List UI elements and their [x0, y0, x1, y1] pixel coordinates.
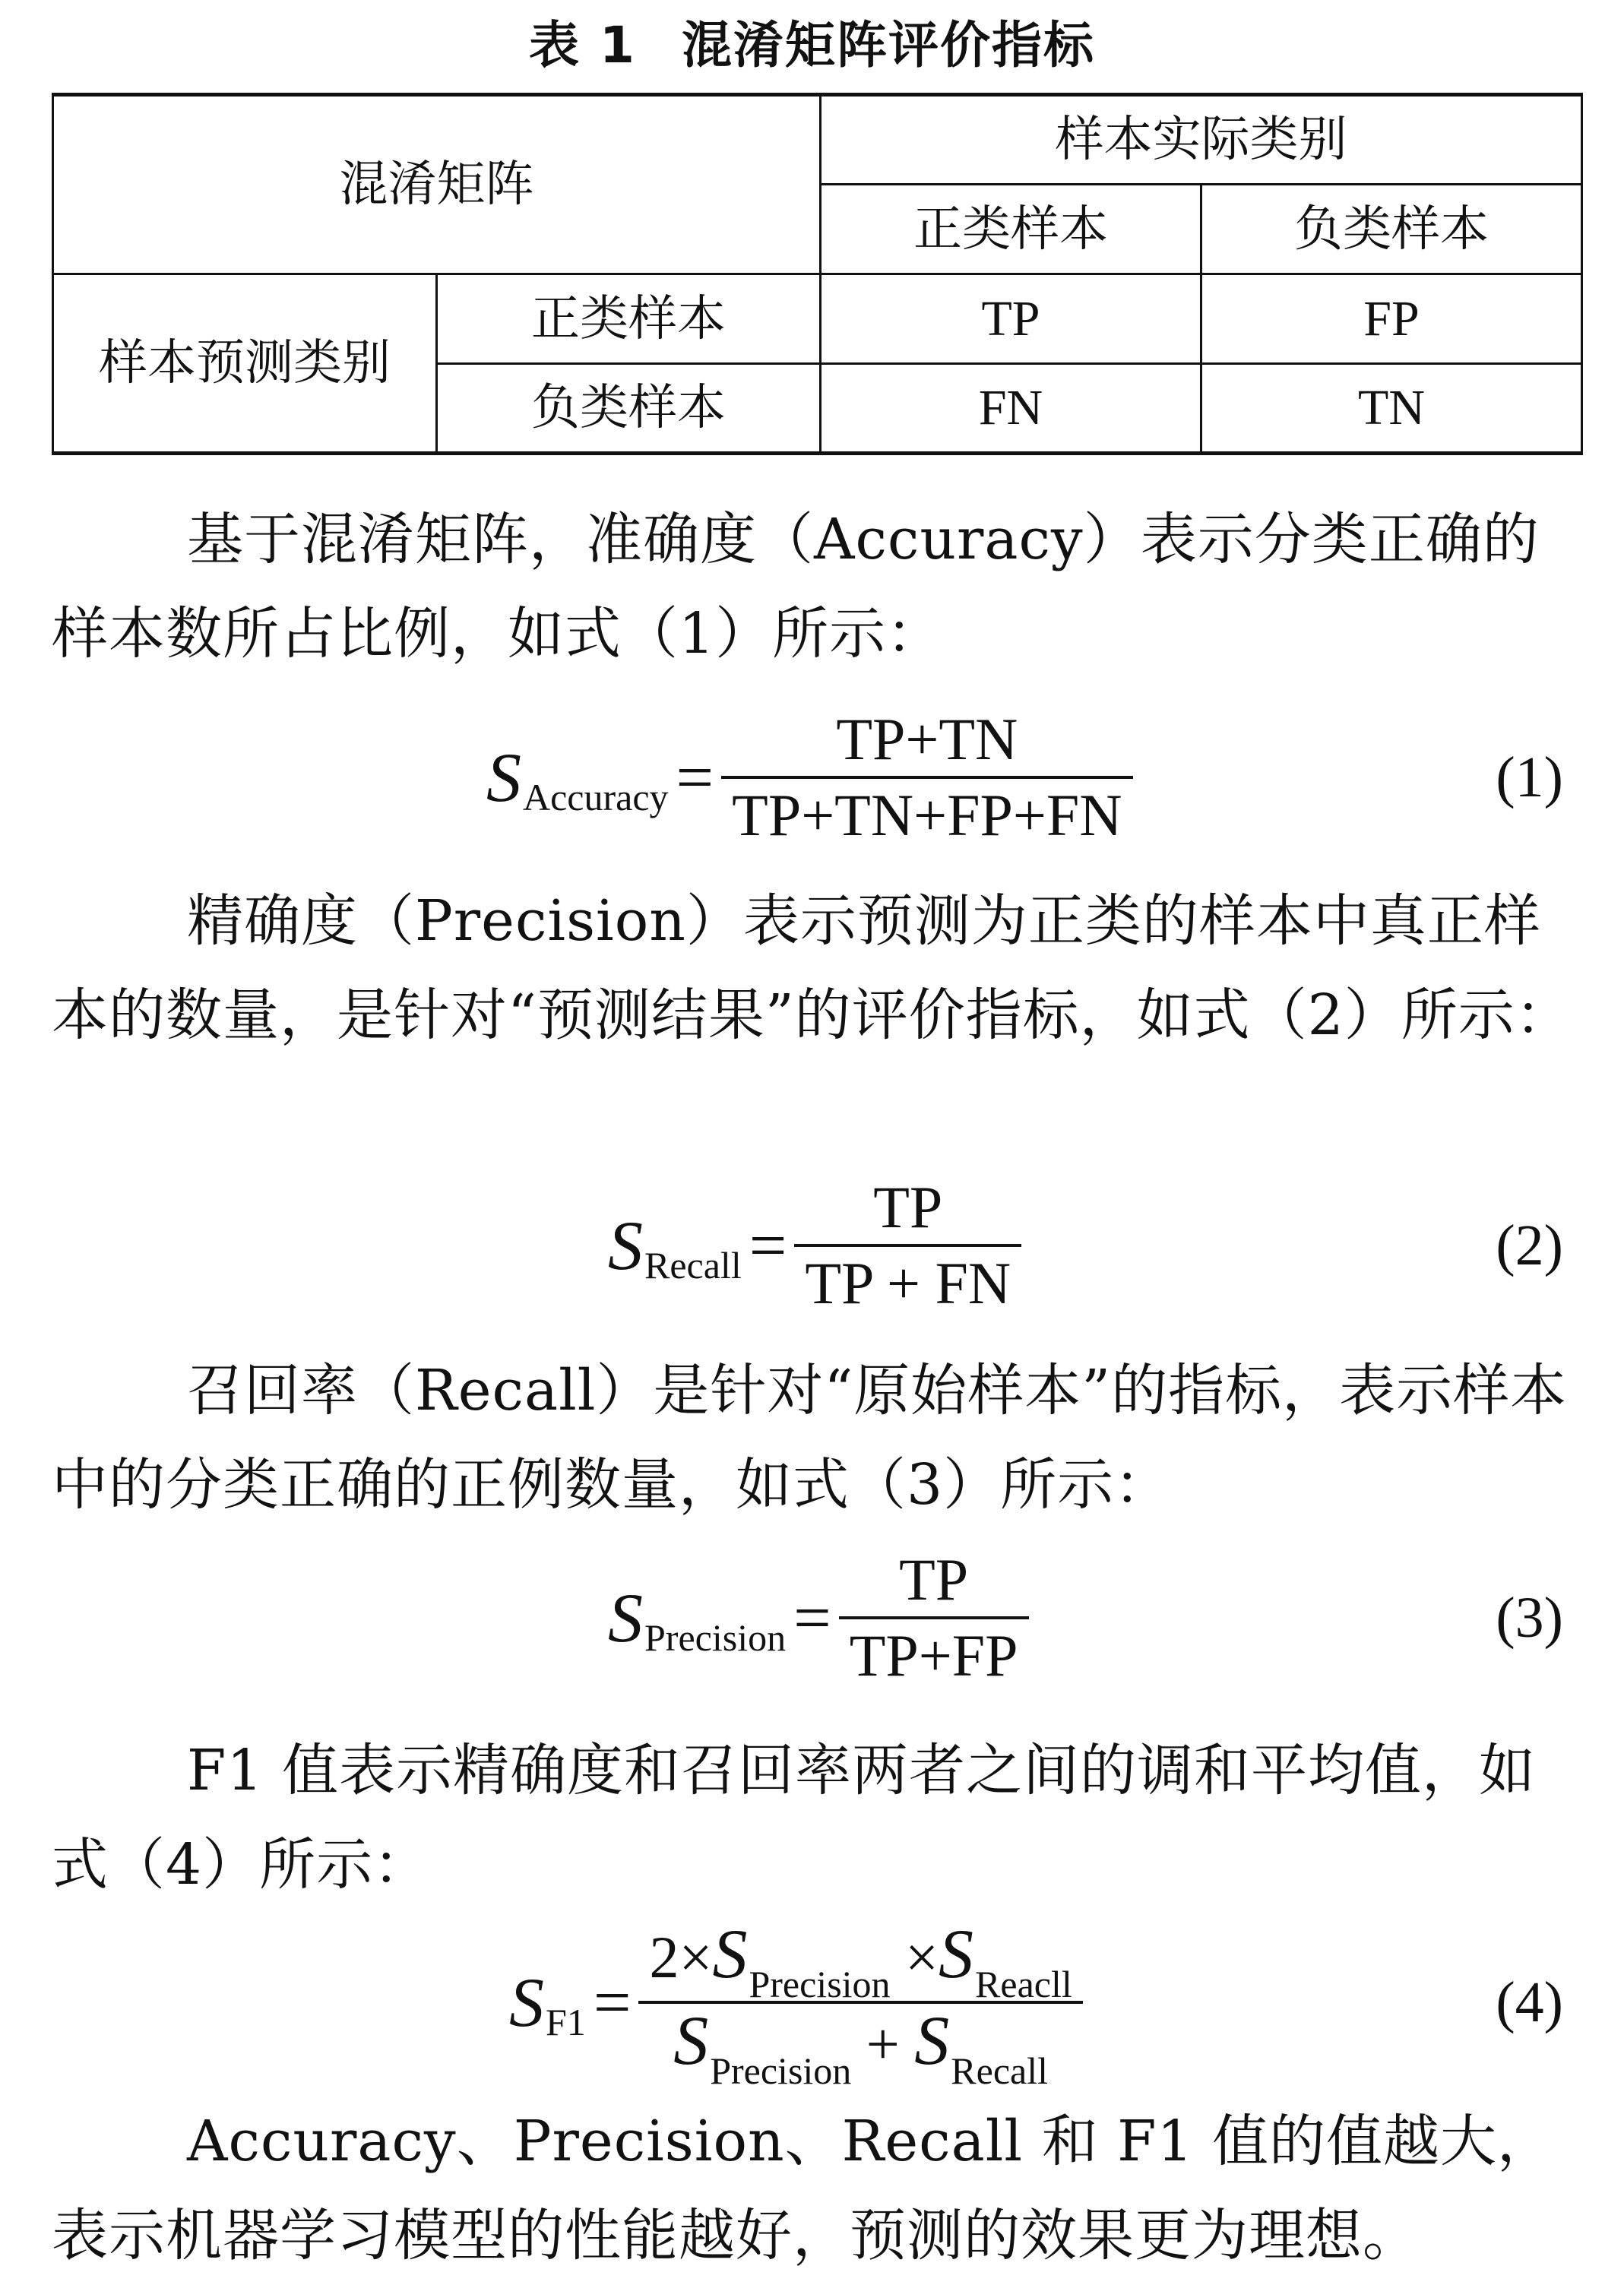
cell-tn: TN	[1201, 364, 1582, 454]
eq2-equals: =	[749, 1208, 787, 1283]
eq4-den-s1-sub: Precision	[710, 2049, 852, 2092]
eq1-equals: =	[676, 740, 714, 815]
actual-positive-header: 正类样本	[821, 185, 1201, 274]
eq4-num-s2-sub: Reacll	[975, 1963, 1072, 2005]
eq2-number: (2)	[1496, 1213, 1563, 1277]
cell-fn: FN	[821, 364, 1201, 454]
eq1-subscript: Accuracy	[523, 776, 669, 818]
confusion-matrix-table	[52, 93, 1583, 455]
predicted-class-header: 样本预测类别	[53, 274, 437, 454]
eq4-num-s1-sub: Precision	[749, 1963, 891, 2005]
eq3-symbol: S	[608, 1579, 643, 1657]
eq4-plus: +	[866, 2011, 900, 2077]
corner-label: 混淆矩阵	[53, 95, 821, 274]
eq4-numerator	[638, 1915, 1082, 2005]
eq1-denominator: TP+TN+FP+FN	[732, 782, 1122, 848]
predicted-negative-header: 负类样本	[437, 364, 821, 454]
eq3-denominator: TP+FP	[849, 1622, 1018, 1688]
eq3-fraction	[839, 1543, 1029, 1692]
eq2-numerator: TP	[873, 1174, 943, 1240]
paragraph-conclusion: Accuracy、Precision、Recall 和 F1 值的值越大，表示机器学习模型的性能越好，预测的效果更为理想。	[52, 2109, 1555, 2268]
equation-3	[0, 1538, 1624, 1698]
eq4-symbol: S	[509, 1964, 544, 2041]
actual-class-header: 样本实际类别	[821, 95, 1582, 185]
eq2-subscript: Recall	[644, 1244, 742, 1286]
eq4-num-s2: S	[939, 1915, 974, 1992]
eq2-symbol: S	[608, 1207, 643, 1284]
eq4-den-s2-sub: Recall	[951, 2049, 1049, 2092]
table-caption-title: 混淆矩阵评价指标	[681, 16, 1095, 74]
paragraph-accuracy: 基于混淆矩阵，准确度（Accuracy）表示分类正确的样本数所占比例，如式（1）所示：	[52, 507, 1540, 666]
eq4-number: (4)	[1496, 1970, 1563, 2034]
equation-4	[0, 1915, 1624, 2092]
paragraph-f1: F1 值表示精确度和召回率两者之间的调和平均值，如式（4）所示：	[52, 1738, 1536, 1897]
eq4-times-1: ×	[679, 1924, 713, 1990]
paragraph-recall: 召回率（Recall）是针对“原始样本”的指标，表示样本中的分类正确的正例数量，如式（3）所示：	[52, 1358, 1568, 1518]
eq3-subscript: Precision	[644, 1616, 787, 1659]
actual-negative-header: 负类样本	[1201, 185, 1582, 274]
paragraph-precision: 精确度（Precision）表示预测为正类的样本中真正样本的数量，是针对“预测结果”的评价指标，如式（2）所示：	[52, 888, 1572, 1048]
eq1-number: (1)	[1496, 745, 1563, 809]
cell-fp: FP	[1201, 274, 1582, 364]
equation-2	[0, 1166, 1624, 1325]
eq1-symbol: S	[486, 739, 521, 816]
eq4-den-s2: S	[914, 2002, 950, 2079]
eq1-fraction	[721, 703, 1132, 852]
eq3-number: (3)	[1496, 1585, 1563, 1650]
eq4-coefficient: 2	[649, 1924, 679, 1990]
eq4-times-2: ×	[905, 1924, 939, 1990]
eq3-equals: =	[793, 1581, 831, 1655]
eq4-subscript: F1	[546, 2001, 586, 2043]
eq3-numerator: TP	[899, 1546, 969, 1612]
eq1-numerator: TP+TN	[836, 706, 1018, 772]
eq4-num-s1: S	[712, 1915, 748, 1992]
table-caption-number: 表 1	[529, 16, 636, 74]
eq4-equals: =	[593, 1965, 632, 2040]
cell-tp: TP	[821, 274, 1201, 364]
eq4-fraction	[638, 1915, 1082, 2092]
equation-1	[0, 698, 1624, 857]
predicted-positive-header: 正类样本	[437, 274, 821, 364]
eq2-fraction	[794, 1171, 1021, 1320]
eq4-den-s1: S	[673, 2002, 709, 2079]
eq2-denominator: TP + FN	[805, 1250, 1011, 1316]
table-caption	[0, 9, 1624, 82]
eq4-denominator	[663, 2002, 1059, 2092]
